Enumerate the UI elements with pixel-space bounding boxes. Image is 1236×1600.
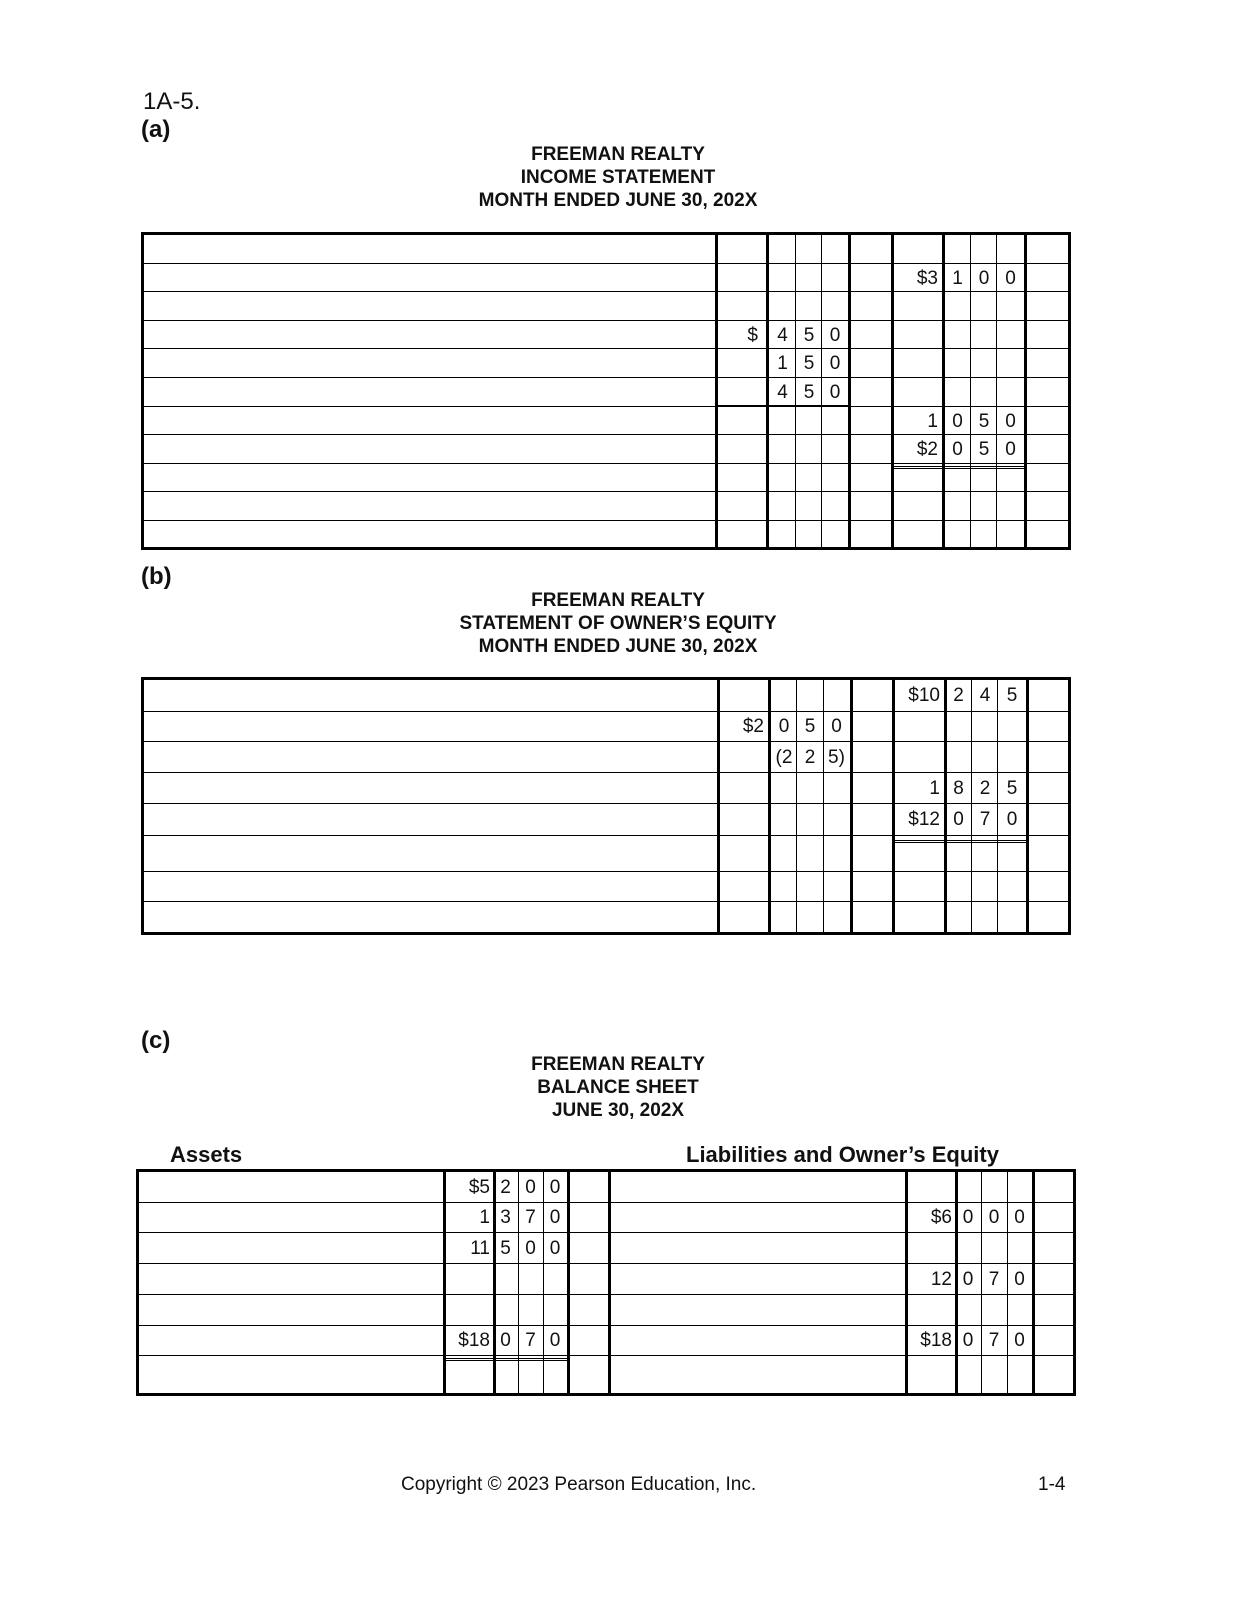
row-rule xyxy=(139,1263,1073,1264)
assets-amount-digit: 7 xyxy=(525,1207,536,1228)
balance-sheet-period: JUNE 30, 202X xyxy=(551,1100,685,1121)
liab-amount-digit: 0 xyxy=(988,1207,1000,1228)
income-left-digit: 4 xyxy=(777,381,788,403)
liab-amount-digit: 0 xyxy=(1014,1330,1025,1351)
row-rule xyxy=(144,406,1068,407)
equity-right-digit: 4 xyxy=(979,685,991,706)
total-assets-double-rule xyxy=(443,1358,567,1364)
income-left-prefix: $ xyxy=(747,324,758,346)
income-left-digit: 4 xyxy=(777,324,788,346)
equity-right-prefix: $12 xyxy=(908,809,940,830)
income-left-digit: 5 xyxy=(803,324,815,346)
column-rule xyxy=(971,680,972,932)
assets-amount-prefix: $5 xyxy=(468,1176,490,1198)
row-rule xyxy=(139,1355,1073,1356)
ending-capital-double-rule xyxy=(892,840,1026,846)
row-rule xyxy=(144,520,1068,521)
column-rule xyxy=(848,235,851,547)
assets-amount-digit: 2 xyxy=(500,1176,511,1198)
income-left-digit: 5 xyxy=(803,352,815,374)
liab-amount-digit: 0 xyxy=(962,1207,974,1228)
income-statement-title: INCOME STATEMENT xyxy=(520,167,716,188)
assets-amount-digit: 7 xyxy=(525,1330,536,1351)
equity-right-digit: 5 xyxy=(1006,685,1018,706)
liab-amount-prefix: $18 xyxy=(920,1330,952,1351)
equity-left-digit: (2 xyxy=(775,746,793,768)
equity-right-prefix: 1 xyxy=(929,777,940,799)
row-rule xyxy=(144,803,1068,804)
liab-amount-digit: 0 xyxy=(1014,1268,1025,1290)
row-rule xyxy=(144,772,1068,773)
equity-right-digit: 8 xyxy=(953,777,964,799)
income-right-digit: 5 xyxy=(978,410,990,432)
equity-right-digit: 2 xyxy=(953,685,964,706)
income-statement-company: FREEMAN REALTY xyxy=(531,144,705,165)
row-rule xyxy=(139,1294,1073,1295)
assets-amount-digit: 0 xyxy=(525,1176,536,1198)
column-rule xyxy=(567,1172,570,1393)
assets-amount-digit: 0 xyxy=(549,1330,561,1351)
column-rule xyxy=(892,680,895,932)
income-right-digit: 5 xyxy=(978,438,990,460)
liab-amount-digit: 0 xyxy=(1014,1207,1025,1228)
owners-equity-period: MONTH ENDED JUNE 30, 202X xyxy=(478,636,758,657)
row-rule xyxy=(139,1232,1073,1233)
liab-amount-digit: 0 xyxy=(962,1330,974,1351)
equity-left-digit: 5 xyxy=(804,716,816,737)
row-rule xyxy=(144,320,1068,321)
income-left-digit: 1 xyxy=(777,352,788,374)
assets-amount-prefix: $18 xyxy=(458,1330,490,1351)
row-rule xyxy=(144,491,1068,492)
column-rule xyxy=(997,680,998,932)
income-right-digit: 0 xyxy=(952,438,963,460)
equity-left-digit: 5) xyxy=(828,746,845,768)
problem-number: 1A-5. xyxy=(143,88,201,115)
column-rule xyxy=(944,680,947,932)
liab-amount-digit: 7 xyxy=(988,1330,1000,1351)
equity-left-prefix: $2 xyxy=(742,716,764,737)
column-rule xyxy=(715,235,718,547)
income-statement-period: MONTH ENDED JUNE 30, 202X xyxy=(478,190,758,211)
liab-amount-digit: 7 xyxy=(988,1268,1000,1290)
column-rule xyxy=(608,1172,611,1393)
income-right-digit: 0 xyxy=(978,267,990,289)
row-rule xyxy=(144,348,1068,349)
row-rule xyxy=(144,741,1068,742)
income-right-digit: 0 xyxy=(952,410,963,432)
income-statement-table xyxy=(141,232,1071,550)
row-rule xyxy=(139,1325,1073,1326)
income-right-prefix: 1 xyxy=(927,410,938,432)
assets-amount-prefix: 11 xyxy=(470,1237,490,1259)
owners-equity-title: STATEMENT OF OWNER’S EQUITY xyxy=(459,613,777,634)
owners-equity-table xyxy=(141,677,1071,935)
balance-sheet-table xyxy=(136,1169,1076,1396)
assets-amount-digit: 0 xyxy=(549,1176,561,1198)
income-right-digit: 0 xyxy=(1005,267,1016,289)
equity-right-digit: 5 xyxy=(1006,777,1018,799)
owners-equity-company: FREEMAN REALTY xyxy=(531,590,705,611)
assets-heading: Assets xyxy=(170,1142,243,1167)
income-right-digit: 0 xyxy=(1005,410,1016,432)
assets-amount-digit: 3 xyxy=(500,1207,511,1228)
row-rule xyxy=(144,711,1068,712)
liab-amount-prefix: $6 xyxy=(930,1207,952,1228)
row-rule xyxy=(144,377,1068,378)
liab-amount-prefix: 12 xyxy=(930,1268,952,1290)
row-rule xyxy=(139,1202,1073,1203)
row-rule xyxy=(144,871,1068,872)
income-left-digit: 5 xyxy=(803,381,815,403)
row-rule xyxy=(144,901,1068,902)
equity-right-digit: 0 xyxy=(1006,809,1018,830)
part-a-label: (a) xyxy=(141,116,171,143)
equity-right-prefix: $10 xyxy=(908,685,940,706)
net-income-double-rule xyxy=(891,466,1024,472)
part-c-label: (c) xyxy=(141,1027,171,1054)
income-left-digit: 0 xyxy=(829,381,841,403)
equity-left-digit: 0 xyxy=(831,716,842,737)
liab-amount-digit: 0 xyxy=(962,1268,974,1290)
assets-amount-prefix: 1 xyxy=(479,1207,490,1228)
income-right-prefix: $2 xyxy=(916,438,938,460)
column-rule xyxy=(1026,680,1029,932)
income-right-digit: 1 xyxy=(952,267,963,289)
equity-left-digit: 0 xyxy=(778,716,790,737)
assets-amount-digit: 0 xyxy=(549,1207,561,1228)
equity-left-digit: 2 xyxy=(804,746,816,768)
row-rule xyxy=(144,835,1068,836)
column-rule xyxy=(1032,1172,1035,1393)
row-rule xyxy=(144,463,1068,464)
part-b-label: (b) xyxy=(141,563,172,590)
income-left-digit: 0 xyxy=(829,324,841,346)
equity-right-digit: 2 xyxy=(979,777,991,799)
page-number: 1-4 xyxy=(1038,1474,1066,1495)
row-rule xyxy=(144,291,1068,292)
assets-amount-digit: 0 xyxy=(525,1237,536,1259)
total-underline xyxy=(715,405,849,407)
income-right-prefix: $3 xyxy=(916,267,938,289)
income-right-digit: 0 xyxy=(1005,438,1016,460)
balance-sheet-title: BALANCE SHEET xyxy=(537,1077,699,1098)
column-rule xyxy=(1024,235,1027,547)
column-rule xyxy=(850,680,853,932)
assets-amount-digit: 5 xyxy=(500,1237,511,1259)
assets-amount-digit: 0 xyxy=(500,1330,511,1351)
liabilities-equity-heading: Liabilities and Owner’s Equity xyxy=(686,1142,999,1167)
balance-sheet-company: FREEMAN REALTY xyxy=(531,1054,705,1075)
row-rule xyxy=(144,434,1068,435)
assets-amount-digit: 0 xyxy=(549,1237,561,1259)
row-rule xyxy=(144,263,1068,264)
equity-right-digit: 0 xyxy=(953,809,964,830)
income-left-digit: 0 xyxy=(829,352,841,374)
copyright-notice: Copyright © 2023 Pearson Education, Inc. xyxy=(401,1474,757,1495)
equity-right-digit: 7 xyxy=(979,809,991,830)
